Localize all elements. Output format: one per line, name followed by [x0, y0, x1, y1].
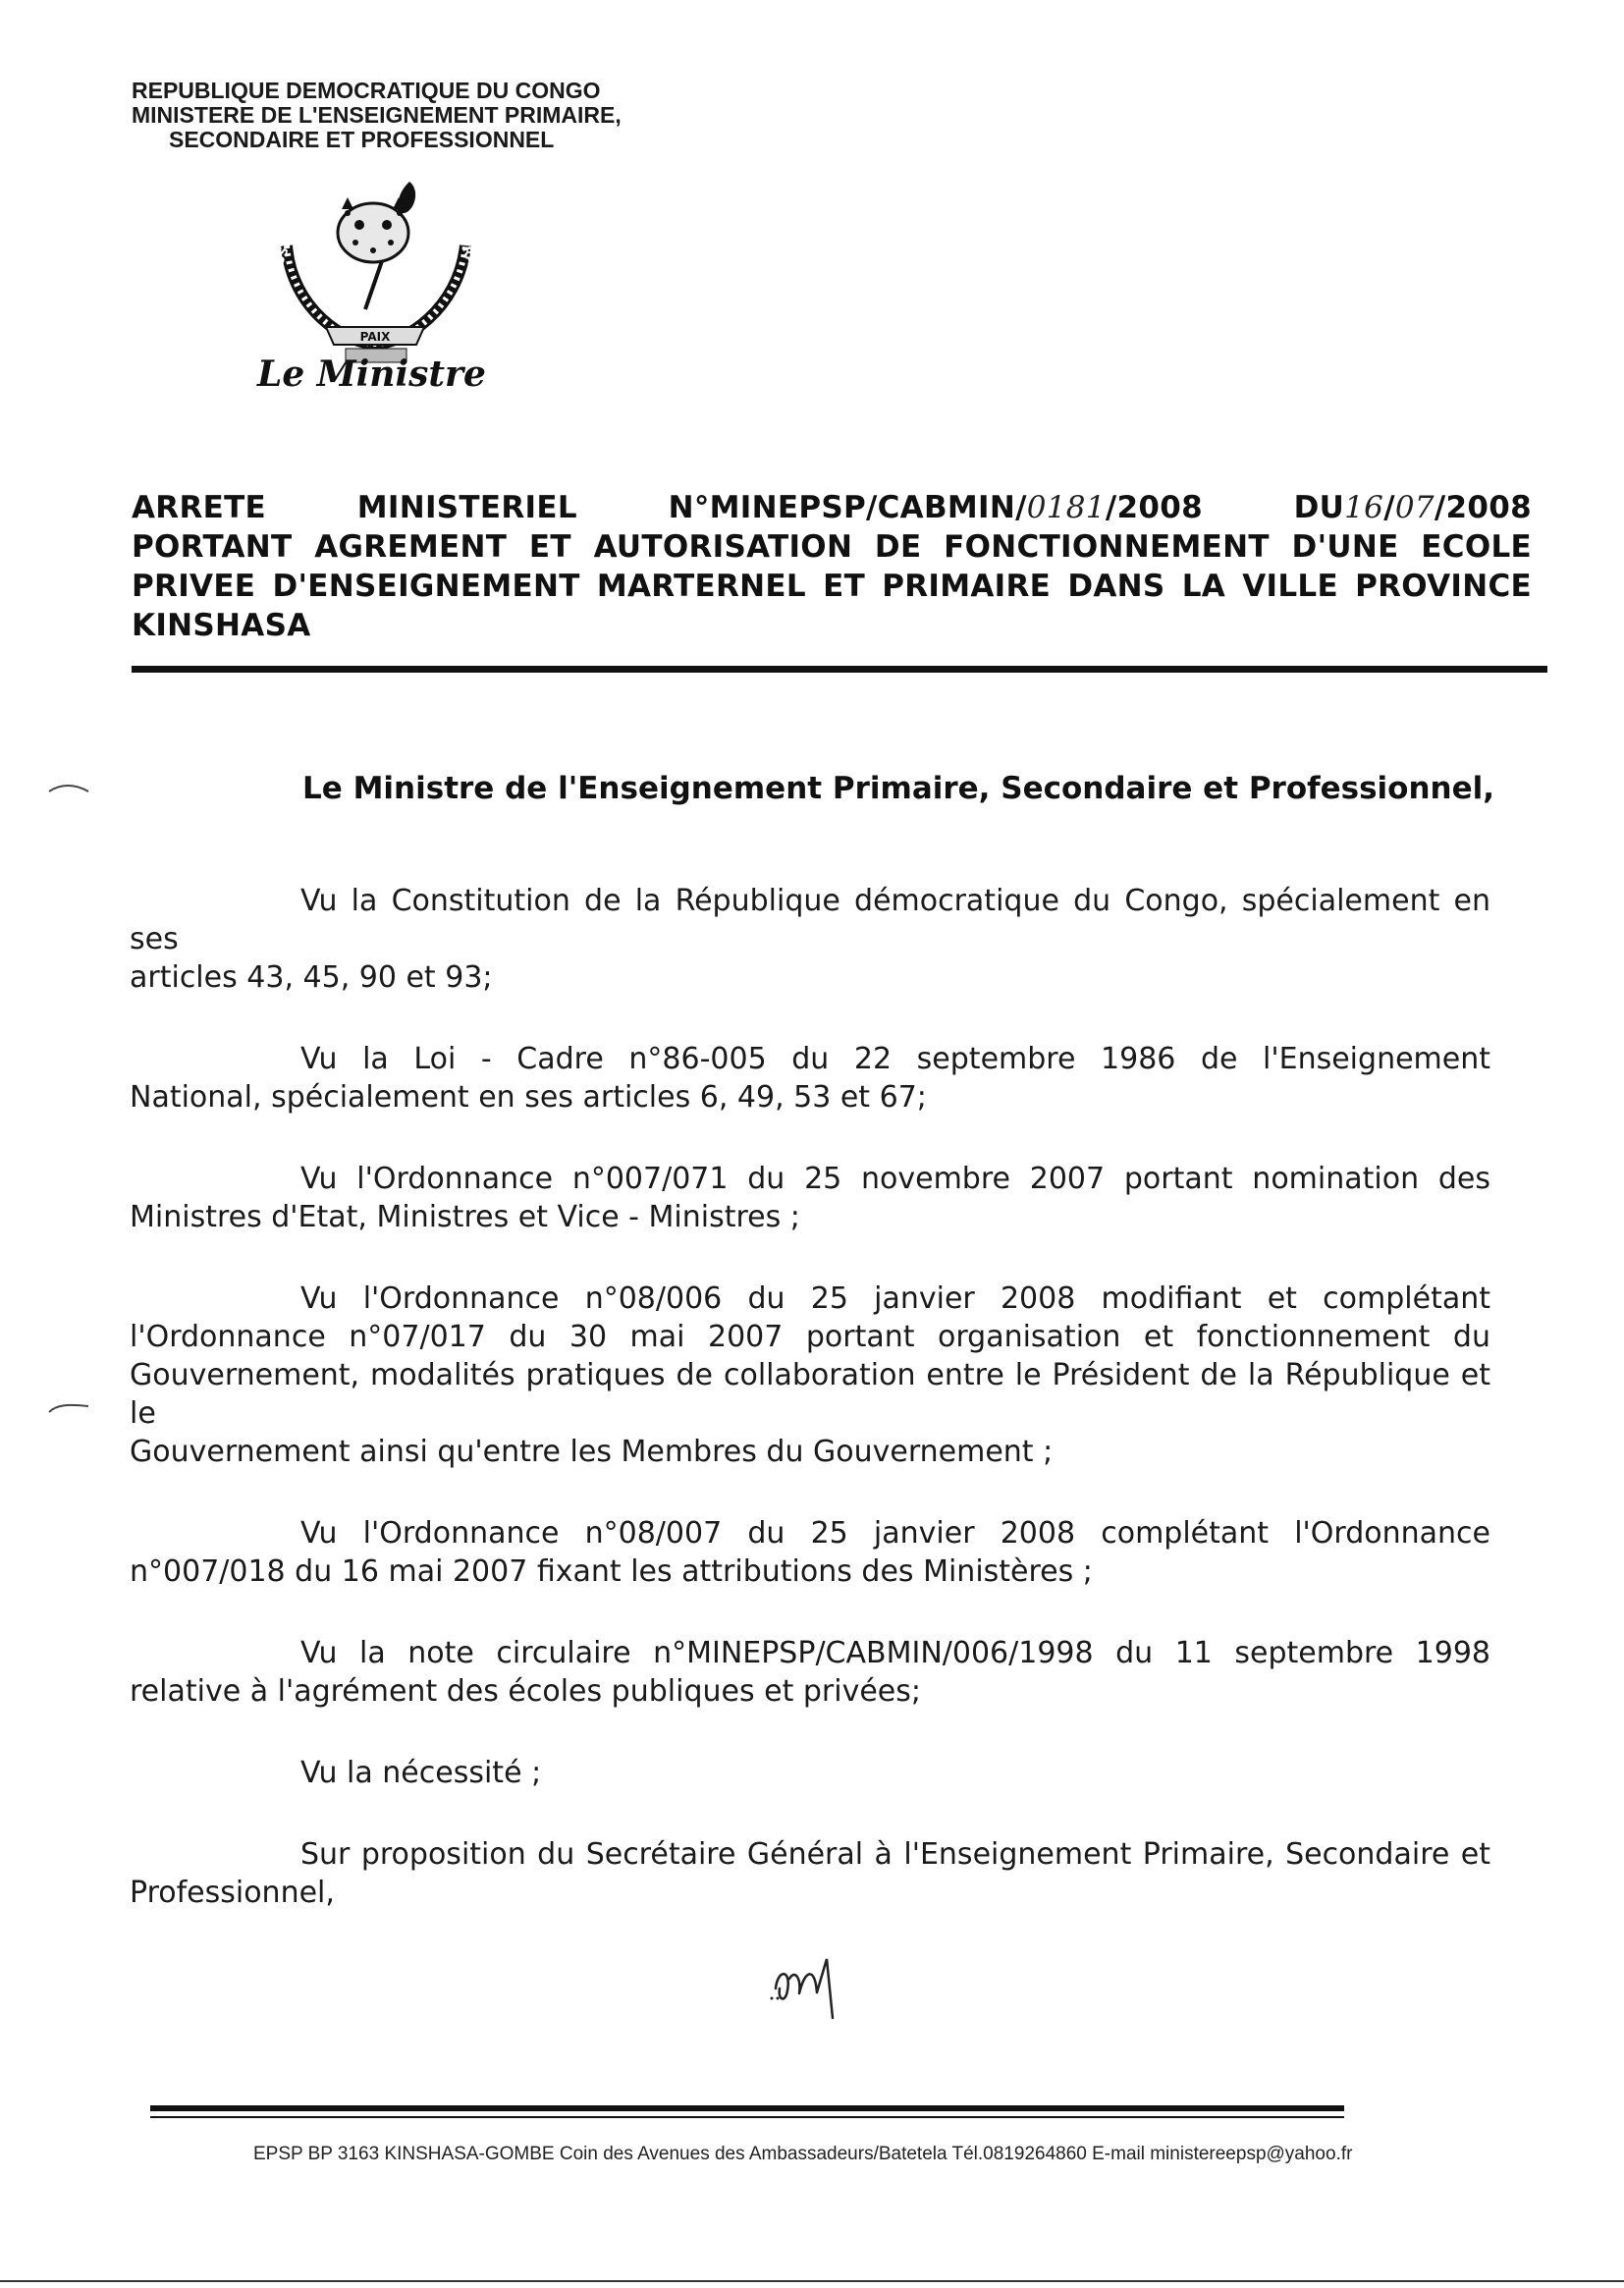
decree-title-line-1	[132, 488, 1532, 527]
paragraph-line: Vu la Loi - Cadre n°86-005 du 22 septembre 1986 de l'Enseignement	[300, 1042, 1490, 1076]
title-ref-year: /2008	[1105, 490, 1203, 525]
footer-divider-thin	[150, 2116, 1344, 2118]
decree-title-line-2: PORTANT AGREMENT ET AUTORISATION DE FONCTIONNEMENT D'UNE ECOLE	[132, 529, 1532, 565]
paragraph-line: l'Ordonnance n°07/017 du 30 mai 2007 portant organisation et fonctionnement du	[130, 1320, 1490, 1354]
paragraph-proposition	[130, 1835, 1490, 1912]
decree-preamble	[130, 882, 1490, 1955]
margin-mark-middle	[47, 1400, 90, 1414]
paragraph-line: Sur proposition du Secrétaire Général à l'Enseignement Primaire, Secondaire et	[300, 1837, 1490, 1872]
title-du-label: DU	[1293, 490, 1345, 525]
paragraph-line: Vu la Constitution de la République démocratique du Congo, spécialement en ses	[130, 884, 1490, 956]
paragraph-line: Vu la nécessité ;	[300, 1756, 542, 1790]
footer-contact: EPSP BP 3163 KINSHASA-GOMBE Coin des Avenues des Ambassadeurs/Batetela Tél.0819264860 E-mail ministereepsp@yahoo.fr	[253, 2144, 1353, 2164]
motto-center: PAIX	[359, 330, 391, 344]
title-date-day-handwritten: 16	[1344, 490, 1384, 525]
paragraph-line: Gouvernement ainsi qu'entre les Membres du Gouvernement ;	[130, 1435, 1054, 1469]
paragraph-ordonnance-attributions	[130, 1514, 1490, 1591]
title-divider	[132, 666, 1547, 673]
motto-right: TRAVAIL	[457, 237, 489, 294]
coat-of-arms-icon	[257, 162, 493, 373]
motto-left: JUSTICE	[270, 217, 301, 272]
minister-label: Le Ministre	[257, 354, 486, 395]
footer-divider-thick	[150, 2105, 1344, 2111]
title-date-year: /2008	[1434, 490, 1532, 525]
paragraph-line: Ministres d'Etat, Ministres et Vice - Ministres ;	[130, 1200, 800, 1234]
decree-title-line-4: KINSHASA	[132, 608, 311, 643]
decree-title	[132, 488, 1532, 645]
paragraph-line: Vu l'Ordonnance n°08/006 du 25 janvier 2008 modifiant et complétant	[300, 1281, 1490, 1316]
paragraph-line: Vu l'Ordonnance n°08/007 du 25 janvier 2008 complétant l'Ordonnance	[300, 1516, 1490, 1551]
paragraph-line: n°007/018 du 16 mai 2007 fixant les attributions des Ministères ;	[130, 1554, 1093, 1589]
paragraph-line: relative à l'agrément des écoles publiques et privées;	[130, 1674, 922, 1709]
paragraph-ordonnance-nomination	[130, 1160, 1490, 1236]
letterhead-line-ministry: MINISTERE DE L'ENSEIGNEMENT PRIMAIRE,	[132, 102, 622, 128]
title-date: DU16/07/2008	[1293, 490, 1532, 525]
handwritten-initials	[766, 1949, 864, 2028]
paragraph-line: Professionnel,	[130, 1876, 335, 1910]
decree-title-line-3: PRIVEE D'ENSEIGNEMENT MARTERNEL ET PRIMAIRE DANS LA VILLE PROVINCE	[132, 569, 1532, 604]
letterhead-line-republic: REPUBLIQUE DEMOCRATIQUE DU CONGO	[132, 78, 601, 103]
paragraph-line: articles 43, 45, 90 et 93;	[130, 960, 493, 995]
letterhead	[132, 79, 622, 152]
title-ref-number-handwritten: 0181	[1026, 490, 1106, 525]
title-ref-prefix: N°MINEPSP/CABMIN/	[668, 490, 1027, 525]
title-date-month-handwritten: 07	[1394, 490, 1435, 525]
paragraph-loi-cadre	[130, 1040, 1490, 1117]
minister-heading: Le Ministre de l'Enseignement Primaire, Secondaire et Professionnel,	[302, 771, 1495, 806]
title-word-ministeriel: MINISTERIEL	[356, 490, 577, 525]
page-edge-line	[0, 2280, 1624, 2282]
paragraph-line: Vu l'Ordonnance n°007/071 du 25 novembre 2007 portant nomination des	[300, 1162, 1490, 1196]
title-reference	[669, 488, 1203, 527]
margin-mark-top	[47, 782, 90, 795]
paragraph-line: Vu la note circulaire n°MINEPSP/CABMIN/006/1998 du 11 septembre 1998	[300, 1636, 1490, 1670]
paragraph-note-circulaire	[130, 1634, 1490, 1711]
paragraph-constitution	[130, 882, 1490, 997]
letterhead-line-sector: SECONDAIRE ET PROFESSIONNEL	[169, 127, 555, 152]
paragraph-line: Gouvernement, modalités pratiques de collaboration entre le Président de la République et le	[130, 1358, 1490, 1431]
title-word-arrete: ARRETE	[132, 490, 267, 525]
paragraph-necessite	[130, 1754, 1490, 1792]
paragraph-line: National, spécialement en ses articles 6, 49, 53 et 67;	[130, 1080, 927, 1115]
paragraph-ordonnance-organisation	[130, 1280, 1490, 1471]
